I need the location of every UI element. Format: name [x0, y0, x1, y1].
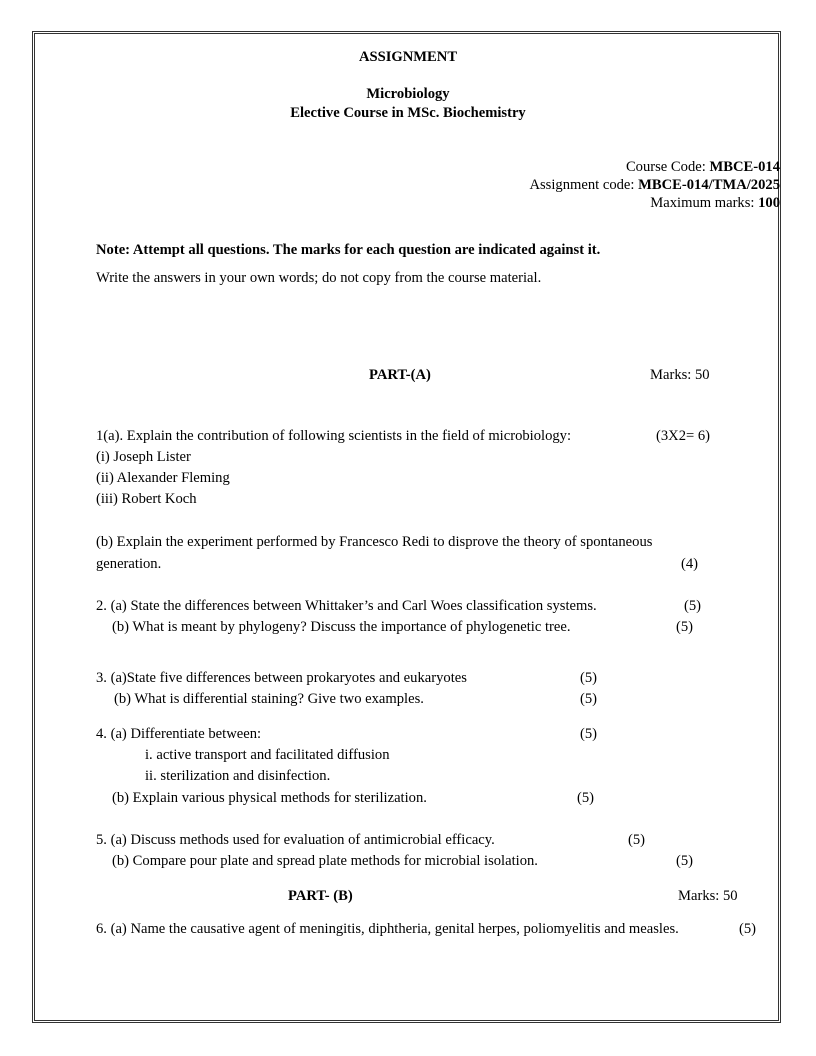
note-instruction: Note: Attempt all questions. The marks for each question are indicated against it.: [96, 242, 601, 258]
question-4a-marks: (5): [580, 726, 598, 742]
question-3b: (b) What is differential staining? Give two examples.: [114, 691, 424, 707]
question-1a-item-i: (i) Joseph Lister: [96, 449, 191, 465]
part-b-title: PART- (B): [288, 888, 353, 904]
part-b-marks: Marks: 50: [678, 888, 738, 904]
question-1a-item-ii: (ii) Alexander Fleming: [96, 470, 230, 486]
assignment-code-line: [529, 177, 780, 194]
max-marks-line: [650, 195, 780, 212]
question-5a-marks: (5): [628, 832, 646, 848]
question-1b-line2: generation.: [96, 556, 162, 572]
question-4a: 4. (a) Differentiate between:: [96, 726, 262, 742]
question-2a: 2. (a) State the differences between Whittaker’s and Carl Woes classification systems.: [96, 598, 597, 614]
question-2a-marks: (5): [684, 598, 702, 614]
question-4a-item-ii: ii. sterilization and disinfection.: [145, 768, 331, 784]
question-3a: 3. (a)State five differences between prokaryotes and eukaryotes: [96, 670, 467, 686]
max-marks-value: 100: [758, 195, 780, 211]
question-3b-marks: (5): [580, 691, 598, 707]
part-a-title: PART-(A): [369, 367, 431, 383]
question-6a: 6. (a) Name the causative agent of meningitis, diphtheria, genital herpes, poliomyelitis and measles.: [96, 921, 679, 937]
question-1a-marks: (3X2= 6): [656, 428, 711, 444]
question-4b: (b) Explain various physical methods for sterilization.: [112, 790, 427, 806]
assignment-code-value: MBCE-014/TMA/2025: [638, 177, 780, 193]
question-1b-line1: (b) Explain the experiment performed by Francesco Redi to disprove the theory of spontaneous: [96, 534, 653, 550]
document-title: ASSIGNMENT: [358, 49, 458, 65]
question-5b: (b) Compare pour plate and spread plate methods for microbial isolation.: [112, 853, 538, 869]
course-code-label: Course Code:: [625, 159, 710, 175]
write-instruction: Write the answers in your own words; do not copy from the course material.: [96, 270, 542, 286]
question-1b-marks: (4): [681, 556, 699, 572]
question-2b-marks: (5): [676, 619, 694, 635]
question-4a-item-i: i. active transport and facilitated diffusion: [145, 747, 390, 763]
assignment-code-label: Assignment code:: [529, 177, 639, 193]
course-code-value: MBCE-014: [709, 159, 780, 175]
question-5a: 5. (a) Discuss methods used for evaluation of antimicrobial efficacy.: [96, 832, 495, 848]
course-code-line: [626, 159, 780, 176]
course-name: Elective Course in MSc. Biochemistry: [290, 105, 526, 121]
question-1a-item-iii: (iii) Robert Koch: [96, 491, 197, 507]
question-3a-marks: (5): [580, 670, 598, 686]
question-1a: 1(a). Explain the contribution of following scientists in the field of microbiology:: [96, 428, 572, 444]
question-5b-marks: (5): [676, 853, 694, 869]
question-6a-marks: (5): [739, 921, 757, 937]
question-2b: (b) What is meant by phylogeny? Discuss the importance of phylogenetic tree.: [112, 619, 571, 635]
max-marks-label: Maximum marks:: [650, 195, 759, 211]
subject-title: Microbiology: [366, 86, 450, 102]
question-4b-marks: (5): [577, 790, 595, 806]
part-a-marks: Marks: 50: [650, 367, 710, 383]
